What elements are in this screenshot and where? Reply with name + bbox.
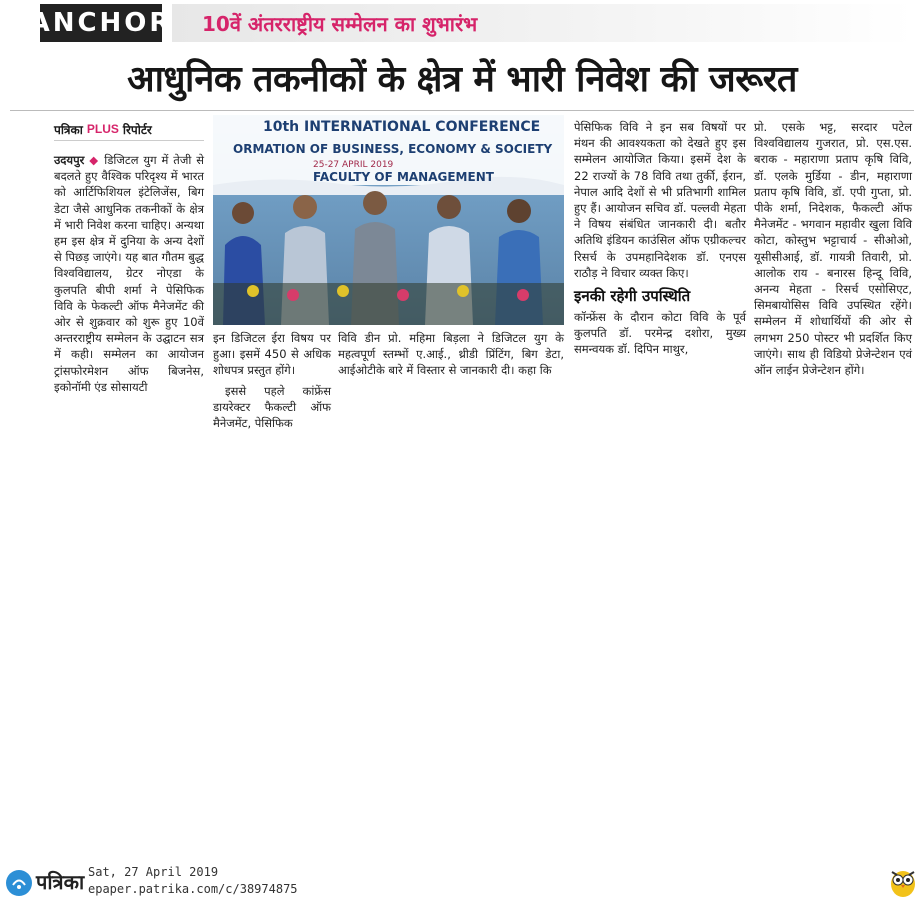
banner-line-1: 10th INTERNATIONAL CONFERENCE xyxy=(263,119,541,135)
header-bar xyxy=(0,0,924,50)
banner-date: 25-27 APRIL 2019 xyxy=(313,160,394,170)
logo-text: पत्रिका xyxy=(36,870,85,894)
kicker-strap: 10वें अंतरराष्ट्रीय सम्मेलन का शुभारंभ xyxy=(172,4,914,42)
banner-line-3: FACULTY OF MANAGEMENT xyxy=(313,170,494,184)
banner-line-2: ORMATION OF BUSINESS, ECONOMY & SOCIETY xyxy=(233,142,553,156)
subheading: इनकी रहेगी उपस्थिति xyxy=(574,287,691,306)
patrika-logo-icon xyxy=(6,870,32,896)
event-photo-illustration xyxy=(213,115,564,325)
article-column-2a xyxy=(213,330,331,431)
edition-date: Sat, 27 April 2019 xyxy=(88,865,219,879)
byline xyxy=(54,118,204,141)
byline-role: रिपोर्टर xyxy=(122,122,152,137)
body-paragraph: विवि डीन प्रो. महिमा बिड़ला ने डिजिटल युग के महत्वपूर्ण स्तम्भों ए.आई., थ्रीडी प्रिंटिंग, बिग डेटा, आईओटीके बारे में विस्तार से जानकारी दी। कहा कि xyxy=(338,331,564,378)
dateline: उदयपुर xyxy=(54,153,85,167)
owl-mascot-icon xyxy=(888,864,918,898)
headline: आधुनिक तकनीकों के क्षेत्र में भारी निवेश की जरूरत xyxy=(127,59,797,100)
article-column-3 xyxy=(574,119,746,358)
article-column-1 xyxy=(54,152,204,395)
body-paragraph: इससे पहले कांफ्रेंस डायरेक्टर फैकल्टी ऑफ मैनेजमेंट, पेसिफिक xyxy=(213,383,331,431)
bullet-icon: ◆ xyxy=(89,153,100,167)
body-paragraph: पेसिफिक विवि ने इन सब विषयों पर मंथन की आवश्यकता को देखते हुए इस सम्मेलन आयोजित किया। इसमें देश के 22 राज्यों के 78 विवि तथा तुर्की, ईरान, नेपाल आदि देशों से भी प्रतिभागी शामिल हुए हैं। आयोजन सचिव डॉ. पल्लवी मेहता ने विषय संबंधित जानकारी दी। बतौर अतिथि इंडियन काउंसिल ऑफ एग्रीकल्चर रिसर्च के उपमहानिदेशक डॉ. एनएस राठौड़ ने विचार व्यक्त किए। xyxy=(574,120,746,280)
event-photo xyxy=(213,115,564,325)
article-column-2b xyxy=(338,330,564,379)
epaper-link[interactable]: epaper.patrika.com/c/38974875 xyxy=(88,882,298,896)
section-tag: ANCHOR xyxy=(40,4,162,42)
article-column-4 xyxy=(754,119,912,378)
body-paragraph: प्रो. एसके भट्ट, सरदार पटेल विश्वविद्यालय गुजरात, प्रो. एस.एस. बराक - महाराणा प्रताप कृषि विवि, डॉ. एलके मुर्डिया - डीन, महाराणा प्रताप कृषि विवि, डॉ. एपी गुप्ता, प्रो. पीके शर्मा, निदेशक, फैकल्टी ऑफ मैनेजमेंट - भगवान महावीर खुला विवि कोटा, कोस्तुभ भट्टाचार्य - सीओओ, यूसीसीआई, डॉ. गायत्री तिवारी, प्रो. आलोक राय - बनारस हिन्दू विवि, अनन्य मेहता - रिसर्च एसोसिएट, सिमबायोसिस विवि उपस्थित रहेंगे। सम्मेलन में शोधार्थियों की ओर से लगभग 250 पोस्टर भी प्रदर्शित किए जाएंगे। साथ ही विडियो प्रेजेन्टेशन एवं ऑन लाईन प्रेजेन्टेशन होंगे। xyxy=(754,120,912,378)
body-text: डिजिटल युग में तेजी से बदलते हुए वैश्विक परिदृश्य में भारत को आर्टिफिशियल इंटेलिजेंस, बिग डेटा जैसे आधुनिक तकनीकों के क्षेत्र में भारी निवेश करना चाहिए। अन्यथा हम इस क्षेत्र में दुनिया के अन्य देशों से पिछड़ जाएंगे। यह बात गौतम बुद्ध विश्वविद्यालय, ग्रेटर नोएडा के कुलपति बीपी शर्मा ने पेसिफिक विवि के फेकल्टी ऑफ मैनेजमेंट की ओर से शुक्रवार को शुरू हुए 10वें अन्तरराष्ट्रीय सम्मेलन के उद्घाटन सत्र में कही। सम्मेलन का आयोजन ट्रांसफोरमेशन ऑफ बिजनेस, इकोनॉमी एंड सोसायटी xyxy=(54,153,205,394)
byline-plus: PLUS xyxy=(86,122,119,136)
body-paragraph: कॉन्फ्रेंस के दौरान कोटा विवि के पूर्व कुलपति डॉ. परमेन्द्र दशोरा, मुख्य समन्वयक डॉ. दिपिन माथुर, xyxy=(574,310,746,357)
footer xyxy=(0,434,924,896)
byline-brand: पत्रिका xyxy=(54,122,83,137)
body-paragraph: इन डिजिटल ईरा विषय पर हुआ। इसमें 450 से अधिक शोधपत्र प्रस्तुत होंगे। xyxy=(213,331,331,378)
divider xyxy=(10,110,914,111)
